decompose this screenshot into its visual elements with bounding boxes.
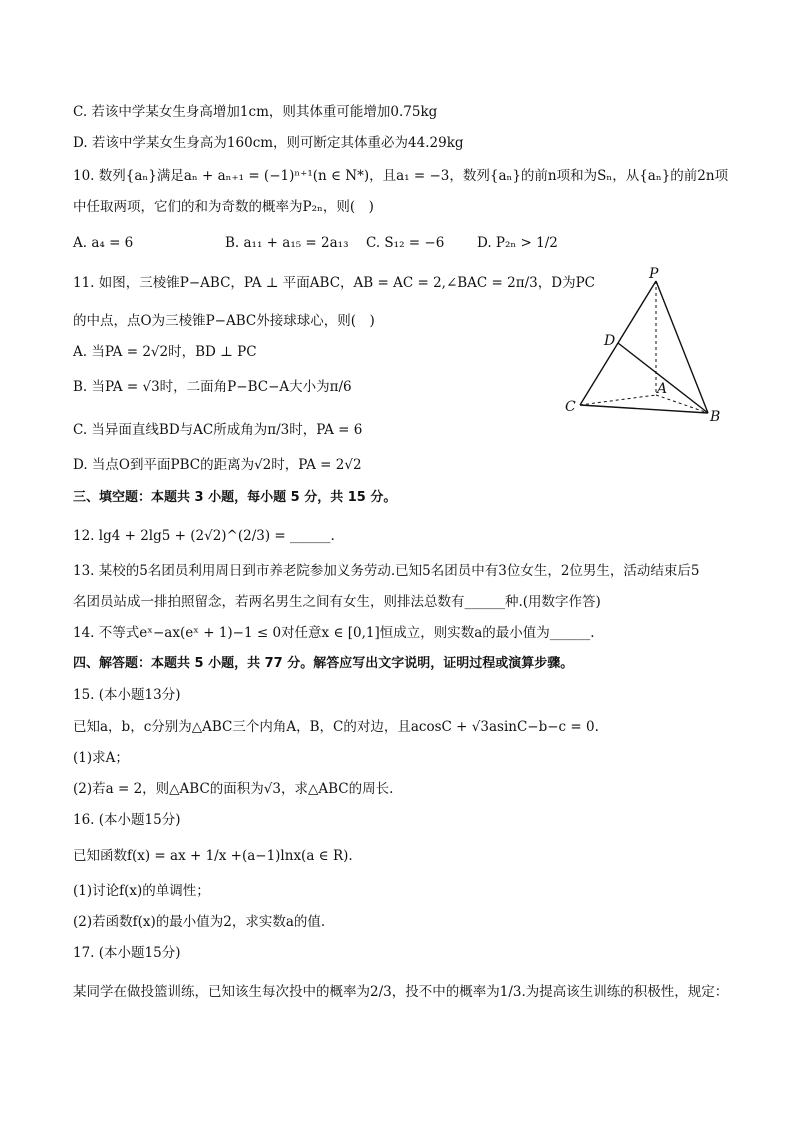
section-solution-heading: 四、解答题：本题共 5 小题，共 77 分。解答应写出文字说明，证明过程或演算步骤。 [73, 656, 574, 671]
question-11-stem: 11. 如图，三棱锥P−ABC，PA ⊥ 平面ABC，AB = AC = 2,∠BAC = 2π/3，D为PC [73, 275, 595, 291]
question-15-part-1: (1)求A； [73, 750, 129, 766]
question-13: 13. 某校的5名团员利用周日到市养老院参加义务劳动.已知5名团员中有3位女生，2位男生，活动结束后5 [73, 563, 700, 579]
question-10-stem: 10. 数列{aₙ}满足aₙ + aₙ₊₁ = (−1)ⁿ⁺¹(n ∈ N*)，且a₁ = −3，数列{aₙ}的前n项和为Sₙ，从{aₙ}的前2n项 [73, 168, 729, 184]
question-15-header: 15. (本小题13分) [73, 687, 181, 703]
option-b-q10: B. a₁₁ + a₁₅ = 2a₁₃ [225, 235, 349, 251]
option-c-q11: C. 当异面直线BD与AC所成角为π/3时，PA = 6 [73, 422, 363, 438]
option-d-q11: D. 当点O到平面PBC的距离为√2时，PA = 2√2 [73, 457, 362, 473]
question-13-cont: 名团员站成一排拍照留念，若两名男生之间有女生，则排法总数有______种.(用数字作答) [73, 594, 601, 610]
option-b-q11: B. 当PA = √3时，二面角P−BC−A大小为π/6 [73, 379, 352, 395]
option-d-q9: D. 若该中学某女生身高为160cm，则可断定其体重必为44.29kg [73, 135, 464, 151]
label-d: D [604, 333, 616, 349]
question-15-part-2: (2)若a = 2，则△ABC的面积为√3，求△ABC的周长. [73, 781, 394, 797]
edge-cb [580, 405, 708, 413]
question-12: 12. lg4 + 2lg5 + (2√2)^(2/3) = ______. [73, 528, 335, 544]
edge-ca [580, 395, 656, 405]
option-d-q10: D. P₂ₙ > 1/2 [477, 235, 558, 251]
option-c-q9: C. 若该中学某女生身高增加1cm，则其体重可能增加0.75kg [73, 104, 438, 120]
question-16-stem: 已知函数f(x) = ax + 1/x +(a−1)lnx(a ∈ R). [73, 848, 353, 864]
label-b: B [710, 409, 721, 423]
question-11-stem-cont: 的中点，点O为三棱锥P−ABC外接球球心，则( ) [73, 313, 375, 329]
question-17-header: 17. (本小题15分) [73, 945, 181, 961]
section-fill-in-heading: 三、填空题：本题共 3 小题，每小题 5 分，共 15 分。 [73, 490, 397, 505]
option-a-q11: A. 当PA = 2√2时，BD ⊥ PC [73, 344, 257, 360]
label-c: C [565, 399, 576, 415]
question-16-part-2: (2)若函数f(x)的最小值为2，求实数a的值. [73, 914, 326, 930]
question-14: 14. 不等式eˣ−ax(eˣ + 1)−1 ≤ 0对任意x ∈ [0,1]恒成立，则实数a的最小值为______. [73, 625, 595, 641]
question-10-stem-cont: 中任取两项，它们的和为奇数的概率为P₂ₙ，则( ) [73, 199, 374, 215]
question-16-header: 16. (本小题15分) [73, 812, 181, 828]
pyramid-figure [560, 263, 740, 423]
question-16-part-1: (1)讨论f(x)的单调性； [73, 883, 210, 899]
question-17-stem: 某同学在做投篮训练，已知该生每次投中的概率为2/3，投不中的概率为1/3.为提高该生训练的积极性，规定： [73, 984, 729, 1000]
label-a: A [657, 381, 668, 397]
question-15-stem: 已知a，b，c分别为△ABC三个内角A，B，C的对边，且acosC + √3asinC−b−c = 0. [73, 719, 599, 735]
option-c-q10: C. S₁₂ = −6 [366, 235, 445, 251]
label-p: P [649, 266, 659, 282]
option-a-q10: A. a₄ = 6 [73, 235, 134, 251]
